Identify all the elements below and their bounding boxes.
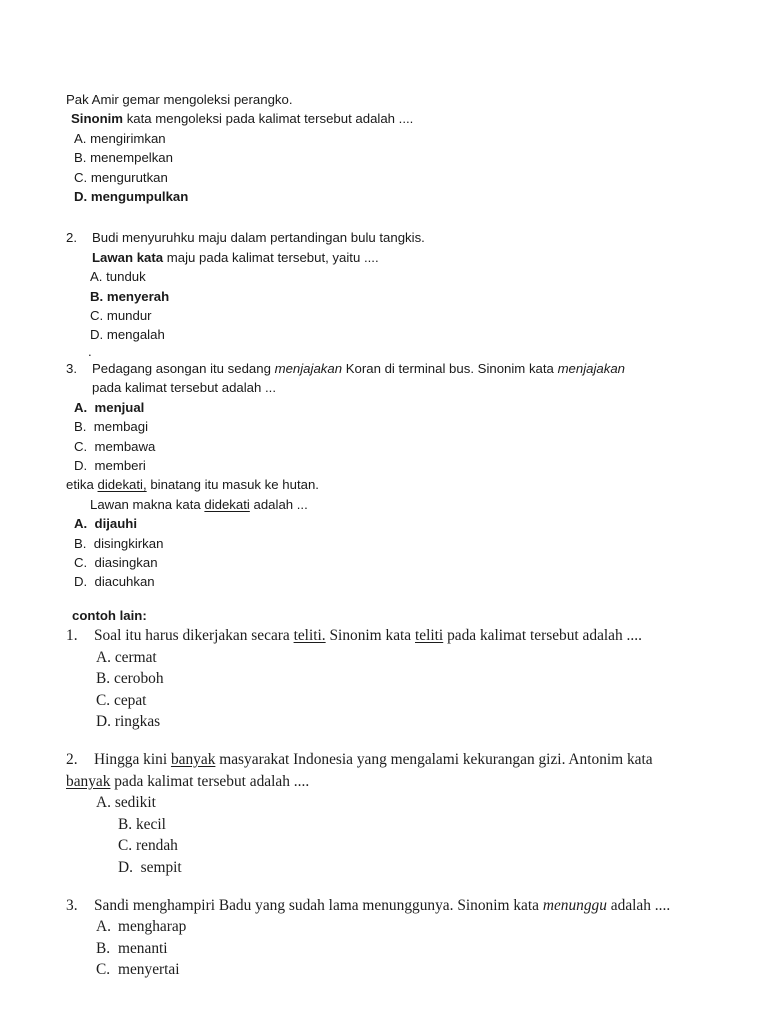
question-1-prompt-keyword: Sinonim	[71, 111, 124, 127]
option-label: D.	[74, 189, 88, 205]
stray-punctuation-mark: .	[88, 343, 92, 359]
spacer	[66, 879, 680, 895]
option-row[interactable]	[90, 267, 680, 286]
ex3-stem-italic: menunggu	[542, 896, 607, 914]
spacer	[66, 206, 680, 228]
option-text: memberi	[94, 457, 146, 473]
option-label: B.	[96, 670, 111, 688]
option-label: C.	[96, 691, 111, 709]
option-row[interactable]	[96, 938, 680, 960]
option-row[interactable]	[74, 187, 680, 206]
question-2-prompt	[92, 248, 680, 267]
ex2-stem-pre: Hingga kini	[94, 750, 171, 768]
option-text: menjual	[94, 399, 145, 415]
option-label: C.	[74, 554, 88, 570]
question-2-prompt-keyword: Lawan kata	[92, 249, 164, 265]
question-3	[66, 359, 680, 475]
option-text: rendah	[135, 837, 178, 855]
option-row[interactable]	[118, 814, 680, 836]
option-label: C.	[74, 438, 88, 454]
example-3-number: 3.	[66, 896, 78, 914]
option-label: B.	[74, 419, 87, 435]
q4-stem-post: binatang itu masuk ke hutan.	[146, 477, 319, 493]
example-2-stem-row	[66, 749, 680, 771]
spacer	[66, 733, 680, 749]
option-row[interactable]	[74, 148, 680, 167]
question-3-number: 3.	[66, 360, 77, 376]
option-label: C.	[90, 308, 104, 324]
question-2	[66, 228, 680, 358]
option-row[interactable]	[74, 553, 680, 572]
option-row[interactable]	[96, 647, 680, 669]
option-label: A.	[90, 269, 103, 285]
option-row[interactable]	[74, 417, 680, 436]
option-label: B.	[96, 939, 111, 957]
question-1-stem: Pak Amir gemar mengoleksi perangko.	[66, 92, 293, 107]
option-row[interactable]	[74, 456, 680, 475]
q4-prompt-pre: Lawan makna kata	[90, 496, 205, 512]
option-row[interactable]	[74, 534, 680, 553]
ex1-stem-mid: Sinonim kata	[325, 627, 415, 644]
option-text: mengumpulkan	[90, 189, 189, 205]
example-2-stem-line-1	[94, 749, 680, 771]
option-row[interactable]	[74, 129, 680, 148]
question-2-number: 2.	[66, 230, 77, 246]
option-label: D.	[74, 457, 88, 473]
option-label: A.	[96, 794, 111, 812]
q4-stem-pre: etika	[66, 477, 98, 493]
option-text: tunduk	[106, 269, 146, 285]
ex2-stem-mid: masyarakat Indonesia yang mengalami kekurangan gizi. Antonim kata	[215, 750, 653, 768]
option-label: D.	[74, 574, 88, 590]
example-1-stem	[94, 625, 680, 647]
option-label: C.	[118, 837, 133, 855]
option-row[interactable]	[96, 916, 680, 938]
option-row[interactable]	[96, 711, 680, 733]
question-3-stem-row	[66, 359, 680, 398]
option-label: D.	[96, 713, 111, 731]
example-3-stem	[94, 895, 680, 917]
sans-question-block	[66, 90, 680, 592]
option-row[interactable]	[74, 168, 680, 187]
option-text: ceroboh	[113, 670, 164, 688]
ex1-underlined-1: teliti.	[293, 627, 326, 644]
option-text: membagi	[93, 419, 149, 435]
serif-example-block	[66, 606, 680, 981]
option-label: A.	[96, 918, 111, 936]
ex2-underlined-1: banyak	[170, 750, 216, 768]
example-2-stem-line-2	[66, 771, 680, 793]
example-1-stem-row	[66, 625, 680, 647]
option-row[interactable]	[118, 857, 680, 879]
option-label: D.	[90, 327, 104, 343]
option-text: ringkas	[114, 713, 161, 731]
ex2-stem-post: pada kalimat tersebut adalah ....	[110, 772, 310, 790]
example-1-number: 1.	[66, 627, 78, 644]
option-label: A.	[74, 399, 88, 415]
option-text: menyertai	[118, 961, 180, 979]
ex1-stem-pre: Soal itu harus dikerjakan secara	[94, 627, 294, 644]
option-text: dijauhi	[94, 516, 138, 532]
question-3-stem-line-2: pada kalimat tersebut adalah ...	[92, 380, 277, 396]
option-text: menanti	[118, 939, 168, 957]
option-label: D.	[118, 858, 133, 876]
ex1-underlined-2: teliti	[415, 627, 444, 644]
q3-stem-italic-2: menjajakan	[557, 360, 626, 376]
question-4-prompt	[90, 495, 680, 514]
question-4	[66, 475, 680, 591]
question-4-stem	[66, 475, 680, 494]
ex1-stem-post: pada kalimat tersebut adalah ....	[443, 627, 642, 644]
option-text: sedikit	[114, 794, 156, 812]
option-label: B.	[118, 815, 133, 833]
q4-stem-underlined: didekati,	[97, 477, 147, 493]
example-2-number: 2.	[66, 750, 78, 768]
option-row[interactable]	[74, 398, 680, 417]
question-3-stem-line-1	[92, 359, 680, 378]
option-label: C.	[74, 169, 88, 185]
question-2-stem: Budi menyuruhku maju dalam pertandingan bulu tangkis.	[92, 230, 425, 246]
option-text: cepat	[113, 691, 147, 709]
ex3-stem-post: adalah ....	[606, 896, 671, 914]
question-1-prompt-rest: kata mengoleksi pada kalimat tersebut adalah ....	[123, 111, 414, 127]
option-text: menyerah	[106, 288, 170, 304]
option-text: mengalah	[106, 327, 165, 343]
option-row[interactable]	[74, 514, 680, 533]
option-text: diacuhkan	[94, 574, 155, 590]
option-text: disingkirkan	[93, 535, 164, 551]
option-row[interactable]	[90, 287, 680, 306]
question-1	[66, 90, 680, 206]
option-row[interactable]	[90, 306, 680, 325]
example-question-3	[66, 895, 680, 981]
example-question-2	[66, 749, 680, 879]
option-label: B.	[74, 535, 87, 551]
option-label: B.	[90, 288, 104, 304]
option-text: mengharap	[118, 918, 187, 936]
option-label: A.	[74, 130, 87, 146]
option-text: cermat	[114, 648, 157, 666]
option-text: sempit	[140, 858, 182, 876]
option-text: mengirimkan	[90, 130, 166, 146]
option-row[interactable]	[96, 668, 680, 690]
option-row[interactable]	[96, 959, 680, 981]
option-text: membawa	[94, 438, 156, 454]
option-label: B.	[74, 150, 87, 166]
option-text: mengurutkan	[90, 169, 168, 185]
option-text: diasingkan	[94, 554, 158, 570]
option-row[interactable]	[74, 572, 680, 591]
ex3-stem-pre: Sandi menghampiri Badu yang sudah lama menunggunya. Sinonim kata	[94, 896, 543, 914]
q3-stem-italic-1: menjajakan	[274, 360, 343, 376]
section-heading: contoh lain:	[72, 608, 147, 623]
question-2-prompt-rest: maju pada kalimat tersebut, yaitu ....	[163, 249, 379, 265]
option-text: kecil	[135, 815, 166, 833]
option-row[interactable]	[118, 835, 680, 857]
option-label: A.	[96, 648, 111, 666]
q4-prompt-post: adalah ...	[249, 496, 308, 512]
option-row[interactable]	[90, 325, 680, 344]
question-1-prompt	[71, 109, 680, 128]
option-text: menempelkan	[90, 150, 173, 166]
option-row[interactable]	[74, 437, 680, 456]
q3-stem-part2: Koran di terminal bus. Sinonim kata	[342, 360, 558, 376]
option-label: A.	[74, 516, 88, 532]
option-row[interactable]	[96, 792, 680, 814]
question-2-stem-row	[66, 228, 680, 267]
option-row[interactable]	[96, 690, 680, 712]
ex2-underlined-2: banyak	[66, 772, 111, 790]
q3-stem-part1: Pedagang asongan itu sedang	[92, 360, 275, 376]
example-question-1	[66, 625, 680, 733]
option-text: mundur	[106, 308, 152, 324]
q4-prompt-underlined: didekati	[204, 496, 250, 512]
example-3-stem-row	[66, 895, 680, 917]
option-label: C.	[96, 961, 111, 979]
